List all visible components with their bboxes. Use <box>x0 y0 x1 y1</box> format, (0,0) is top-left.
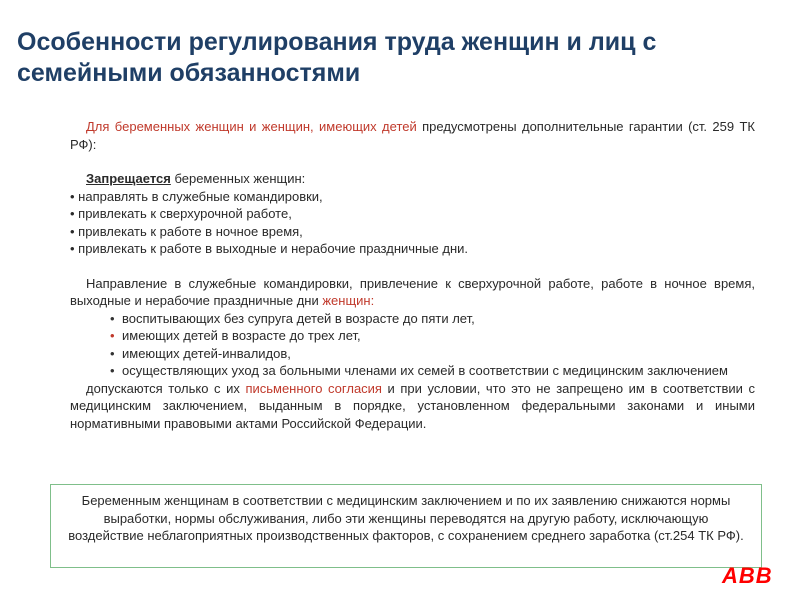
consent-paragraph <box>70 380 755 433</box>
list-item <box>112 362 755 380</box>
prohibited-item: • привлекать к сверхурочной работе, <box>70 206 292 221</box>
consent-highlight: письменного согласия <box>245 380 382 396</box>
list-item <box>112 345 755 363</box>
main-content <box>70 118 755 432</box>
prohibited-rest: беременных женщин: <box>170 171 306 186</box>
prohibited-item: • привлекать к работе в ночное время, <box>70 223 303 239</box>
intro-paragraph <box>70 118 755 153</box>
list-item-text: осуществляющих уход за больными членами их семей в соответствии с медицинским заключением <box>122 363 728 378</box>
direction-highlight: женщин: <box>322 293 375 308</box>
bullet-icon: • <box>110 363 115 378</box>
bullet-icon: • <box>110 310 115 326</box>
note-box-text: Беременным женщинам в соответствии с медицинским заключением и по их заявлению снижаются нормы выработки, нормы обслуживания, либо эти женщины переводятся на другую работу, исключающую воздействие неблагоприятных производственных факторов, с сохранением среднего заработка (ст.254 ТК РФ). <box>68 493 744 543</box>
direction-paragraph <box>70 275 755 310</box>
bullet-icon: • <box>110 328 115 343</box>
abb-logo: ABB <box>722 563 773 588</box>
list-item-text: имеющих детей-инвалидов, <box>122 345 291 361</box>
list-item <box>112 327 755 345</box>
list-item-text: имеющих детей в возрасте до трех лет, <box>122 328 361 343</box>
bullet-icon: • <box>110 345 115 361</box>
intro-highlight: Для беременных женщин и женщин, имеющих детей <box>86 119 417 134</box>
note-box <box>50 484 762 568</box>
women-list <box>70 310 755 380</box>
prohibited-item: • направлять в служебные командировки, <box>70 188 323 204</box>
list-item <box>112 310 755 328</box>
prohibited-heading <box>70 170 755 188</box>
prohibited-label: Запрещается <box>86 171 171 186</box>
consent-after: и при условии, что это не запрещено им в соответствии с медицинским заключением, выданным в порядке, установленном федеральными законами и иными нормативными правовыми актами Российской Федерации. <box>70 380 756 431</box>
direction-text: Направление в служебные командировки, привлечение к сверхурочной работе, работе в ночное время, выходные и нерабочие праздничные дни <box>70 275 755 308</box>
slide-title: Особенности регулирования труда женщин и лиц с семейными обязанностями <box>17 28 657 87</box>
consent-before: допускаются только с их <box>86 380 246 396</box>
list-item-text: воспитывающих без супруга детей в возрасте до пяти лет, <box>122 310 475 326</box>
prohibited-item: • привлекать к работе в выходные и нерабочие праздничные дни. <box>70 241 469 256</box>
intro-rest: предусмотрены дополнительные гарантии (ст. 259 ТК РФ): <box>70 119 755 152</box>
